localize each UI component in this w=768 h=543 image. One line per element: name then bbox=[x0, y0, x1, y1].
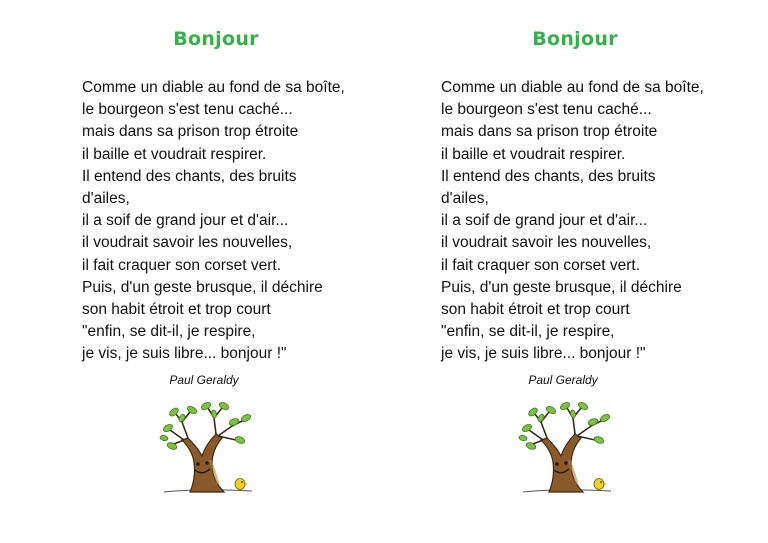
poem-line: d'ailes, bbox=[441, 190, 489, 208]
poem-line: d'ailes, bbox=[82, 190, 130, 208]
poem-line: Puis, d'un geste brusque, il déchire bbox=[441, 278, 682, 296]
poem-author: Paul Geraldy bbox=[169, 373, 239, 387]
poem-line: Puis, d'un geste brusque, il déchire bbox=[82, 278, 323, 296]
poem-line: il voudrait savoir les nouvelles, bbox=[82, 234, 293, 252]
poem-line: il a soif de grand jour et d'air... bbox=[441, 212, 648, 230]
poem-author: Paul Geraldy bbox=[528, 373, 598, 387]
poem-line: il fait craquer son corset vert. bbox=[82, 256, 281, 274]
poem-body bbox=[441, 77, 704, 366]
poem-title: Bonjour bbox=[532, 28, 618, 50]
poem-line: Comme un diable au fond de sa boîte, bbox=[82, 79, 345, 96]
smiling-tree-icon bbox=[152, 400, 260, 504]
poem-title: Bonjour bbox=[173, 28, 259, 50]
poem-line: son habit étroit et trop court bbox=[82, 301, 271, 319]
poem-line: il fait craquer son corset vert. bbox=[441, 256, 640, 274]
poem-line: mais dans sa prison trop étroite bbox=[82, 123, 299, 141]
poem-line: le bourgeon s'est tenu caché... bbox=[441, 101, 652, 119]
poem-line: mais dans sa prison trop étroite bbox=[441, 123, 658, 141]
poem-line: "enfin, se dit-il, je respire, bbox=[441, 323, 615, 341]
poem-line: il baille et voudrait respirer. bbox=[82, 145, 267, 163]
poem-line: Il entend des chants, des bruits bbox=[441, 167, 656, 185]
poem-line: son habit étroit et trop court bbox=[441, 301, 630, 319]
poem-body bbox=[82, 77, 345, 366]
poem-line: je vis, je suis libre... bonjour !" bbox=[441, 345, 646, 363]
poem-line: "enfin, se dit-il, je respire, bbox=[82, 323, 256, 341]
poem-line: je vis, je suis libre... bonjour !" bbox=[82, 345, 287, 363]
poem-line: il baille et voudrait respirer. bbox=[441, 145, 626, 163]
poem-line: Il entend des chants, des bruits bbox=[82, 167, 297, 185]
poem-line: Comme un diable au fond de sa boîte, bbox=[441, 79, 704, 96]
smiling-tree-icon bbox=[511, 400, 619, 504]
poem-line: le bourgeon s'est tenu caché... bbox=[82, 101, 293, 119]
poem-line: il voudrait savoir les nouvelles, bbox=[441, 234, 652, 252]
poem-line: il a soif de grand jour et d'air... bbox=[82, 212, 289, 230]
